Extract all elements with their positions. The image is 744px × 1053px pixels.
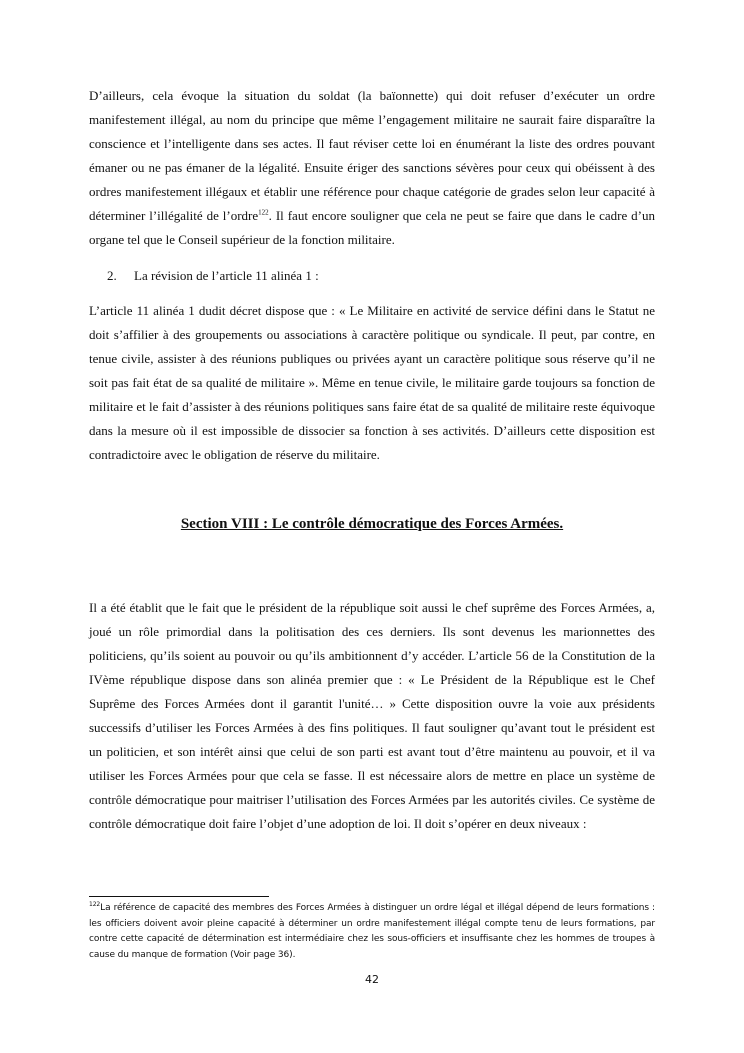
- footnote-reference[interactable]: 122: [258, 208, 269, 217]
- body-paragraph-3: Il a été établit que le fait que le président de la république soit aussi le chef suprême des Forces Armées, a, joué un rôle primordial dans la politisation des ces derniers. Ils sont devenus les marionnettes des politiciens, qu’ils soient au pouvoir ou qu’ils ambitionnent d’y accéder. L’article 56 de la Constitution de la IVème république dispose dans son alinéa premier que : « Le Président de la République est le Chef Suprême des Forces Armées dont il garantit l'unité… » Cette disposition ouvre la voie aux présidents successifs d’utiliser les Forces Armées à des fins politiques. Il faut souligner qu’avant tout le président est un politicien, et son intérêt ainsi que celui de son parti est avant tout d’être maintenu au pouvoir, et il va utiliser les Forces Armées pour que cela se fasse. Il est nécessaire alors de mettre en place un système de contrôle démocratique pour maitriser l’utilisation des Forces Armées par les autorités civiles. Ce système de contrôle démocratique doit faire l’objet d’une adoption de loi. Il doit s’opérer en deux niveaux :: [89, 600, 655, 831]
- footnote: [89, 901, 655, 963]
- footnote-separator: [89, 896, 269, 897]
- paragraph-1-text: D’ailleurs, cela évoque la situation du soldat (la baïonnette) qui doit refuser d’exécuter un ordre manifestement illégal, au nom du principe que même l’engagement militaire ne saurait faire disparaître la conscience et l’intelligente dans ses actes. Il faut réviser cette loi en énumérant la liste des ordres pouvant émaner ou ne pas émaner de la légalité. Ensuite ériger des sanctions sévères pour ceux qui obéissent à des ordres manifestement illégaux et établir une référence pour chaque catégorie de grades selon leur capacité à déterminer l’illégalité de l’ordre: [89, 88, 655, 223]
- list-item-number: 2.: [107, 268, 117, 283]
- footnote-number: 122: [89, 901, 101, 908]
- numbered-list-item: [107, 264, 319, 288]
- footnote-text: La référence de capacité des membres des Forces Armées à distinguer un ordre légal et illégal dépend de leurs formations : les officiers doivent avoir pleine capacité à déterminer un ordre manifestement illégal compte tenu de leurs formations, par contre cette capacité de détermination est intermédiaire chez les sous-officiers et insuffisante chez les hommes de troupes à cause du manque de formation (Voir page 36).: [89, 903, 655, 960]
- paragraph-1-text-continued: . Il faut encore souligner que cela ne peut se faire que dans le cadre d’un organe tel que le Conseil supérieur de la fonction militaire.: [89, 208, 655, 247]
- section-heading: Section VIII : Le contrôle démocratique des Forces Armées.: [180, 516, 564, 532]
- list-item-text: La révision de l’article 11 alinéa 1 :: [134, 268, 319, 283]
- body-paragraph-2: L’article 11 alinéa 1 dudit décret dispose que : « Le Militaire en activité de service défini dans le Statut ne doit s’affilier à des groupements ou associations à caractère politique ou syndicale. Il peut, par contre, en tenue civile, assister à des réunions publiques ou privées ayant un caractère politique sous réserve qu’il ne soit pas fait état de sa qualité de militaire ». Même en tenue civile, le militaire garde toujours sa fonction de militaire et le fait d’assister à des réunions politiques sans faire état de sa qualité de militaire reste équivoque dans la mesure où il est impossible de dissocier sa fonction à ses activités. D’ailleurs cette disposition est contradictoire avec le obligation de réserve du militaire.: [89, 303, 655, 462]
- page-number: 42: [365, 973, 379, 986]
- body-paragraph-1: [89, 84, 655, 252]
